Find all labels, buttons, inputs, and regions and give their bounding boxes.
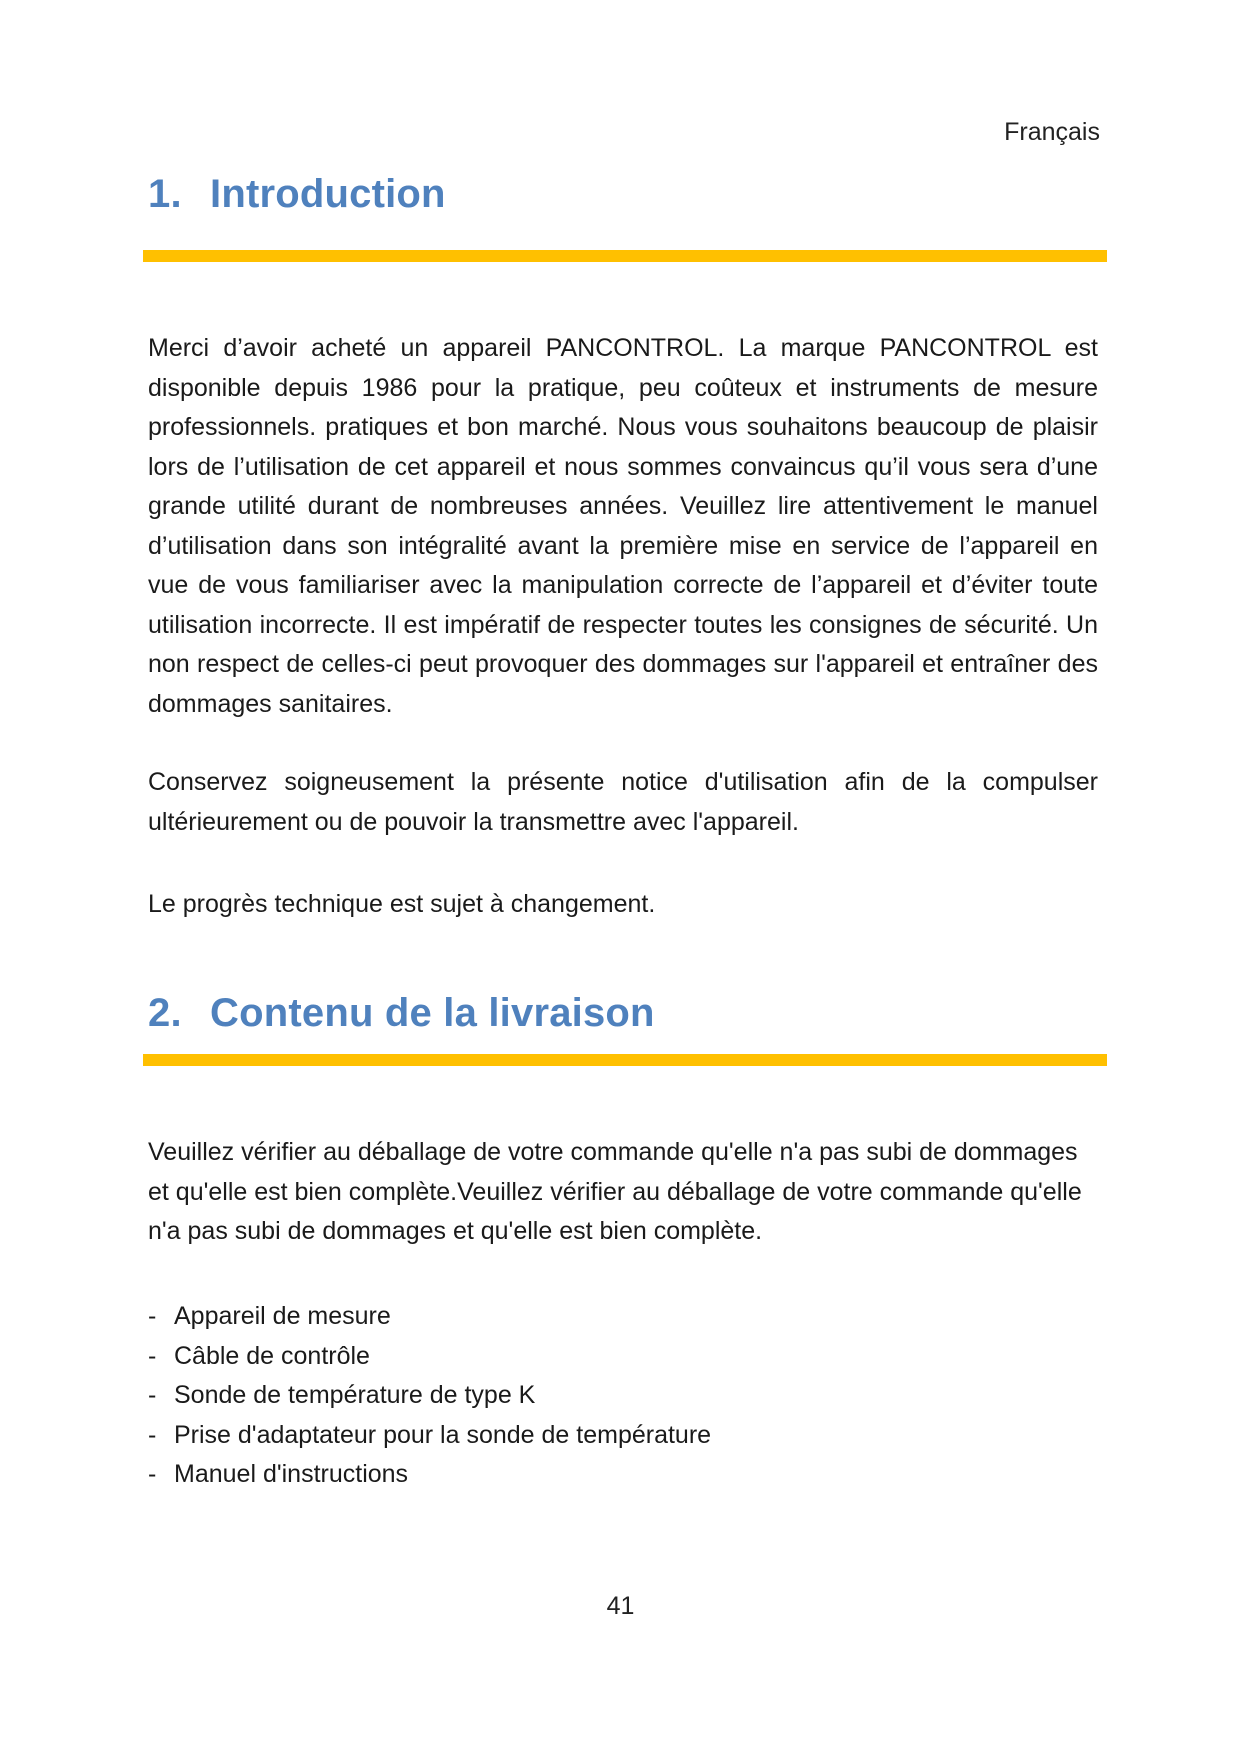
section-title-text: Introduction [210,172,446,216]
section-divider [143,1054,1107,1066]
delivery-items-list [148,1297,711,1495]
list-item [148,1416,711,1456]
list-item-text: Appareil de mesure [174,1302,391,1330]
page-number: 41 [606,1592,635,1620]
storage-paragraph: Conservez soigneusement la présente notice d'utilisation afin de la compulser ultérieurement ou de pouvoir la transmettre avec l'appareil. [148,768,1098,836]
list-item [148,1376,711,1416]
list-item [148,1455,711,1495]
section-number: 2. [148,991,182,1035]
list-item [148,1297,711,1337]
section-heading-introduction [148,172,446,217]
section-divider [143,250,1107,262]
section-heading-delivery-contents [148,991,655,1036]
list-item-text: Manuel d'instructions [174,1460,409,1488]
intro-paragraph: Merci d’avoir acheté un appareil PANCONTROL. La marque PANCONTROL est disponible depuis 1986 pour la pratique, peu coûteux et instruments de mesure professionnels. pratiques et bon marché. Nous vous souhaitons beaucoup de plaisir lors de l’utilisation de cet appareil et nous sommes convaincus qu’il vous sera d’une grande utilité durant de nombreuses années. Veuillez lire attentivement le manuel d’utilisation dans son intégralité avant la première mise en service de l’appareil en vue de vous familiariser avec la manipulation correcte de l’appareil et d’éviter toute utilisation incorrecte. Il est impératif de respecter toutes les consignes de sécurité. Un non respect de celles-ci peut provoquer des dommages sur l'appareil et entraîner des dommages sanitaires. [148,334,1098,718]
section-title-text: Contenu de la livraison [210,991,655,1035]
list-bullet: - [148,1420,157,1449]
list-bullet: - [148,1302,157,1330]
list-bullet: - [148,1460,157,1488]
list-item-text: Câble de contrôle [174,1341,370,1370]
language-label: Français [1004,118,1100,146]
technical-progress-note: Le progrès technique est sujet à changement. [148,890,656,918]
list-item [148,1337,711,1377]
list-item-text: Prise d'adaptateur pour la sonde de température [174,1420,712,1449]
list-item-text: Sonde de température de type K [174,1381,536,1409]
list-bullet: - [148,1341,157,1370]
section-number: 1. [148,172,182,216]
list-bullet: - [148,1381,157,1409]
delivery-paragraph: Veuillez vérifier au déballage de votre commande qu'elle n'a pas subi de dommages et qu'elle est bien complète.Veuillez vérifier au déballage de votre commande qu'elle n'a pas subi de dommages et qu'elle est bien complète. [148,1138,1082,1245]
